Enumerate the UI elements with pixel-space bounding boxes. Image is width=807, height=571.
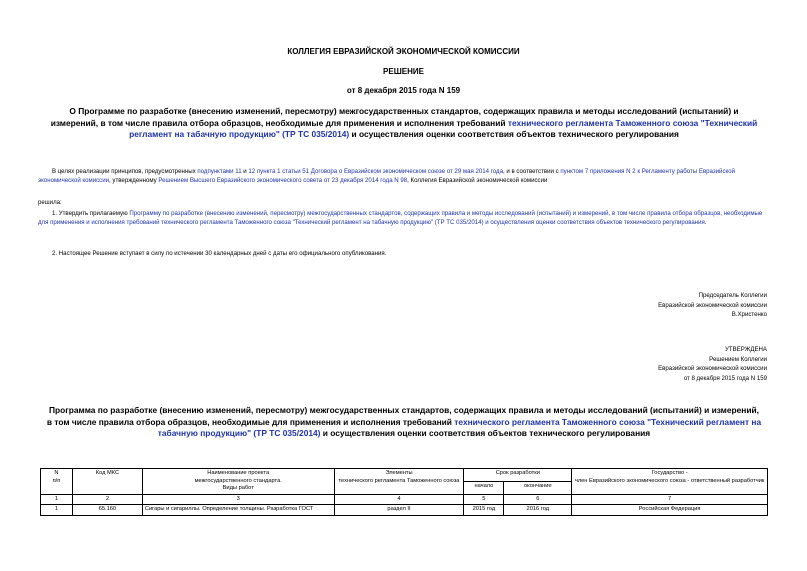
table-row bbox=[41, 505, 768, 516]
header-name-1: Наименование проекта bbox=[207, 470, 270, 476]
cell-elements: раздел II bbox=[334, 505, 464, 516]
item-1-text: 1. Утвердить прилагаемую bbox=[52, 210, 130, 217]
col-number: 3 bbox=[142, 494, 334, 505]
header-mks: Код МКС bbox=[72, 469, 142, 495]
program-regulation-link[interactable]: технического регламента Таможенного союза "Технический регламент на табачную продукцию" (ТР ТС 035/2014) bbox=[157, 416, 762, 439]
org-heading: КОЛЛЕГИЯ ЕВРАЗИЙСКОЙ ЭКОНОМИЧЕСКОЙ КОМИССИИ bbox=[287, 47, 520, 56]
doc-date: от 8 декабря 2015 года N 159 bbox=[346, 86, 461, 95]
col-number: 7 bbox=[572, 494, 768, 505]
header-start: начало bbox=[464, 481, 504, 494]
regulations-link[interactable]: пунктом 7 приложения N 2 к Регламенту работы Евразийской экономической комиссии bbox=[38, 168, 736, 185]
col-number: 4 bbox=[334, 494, 464, 505]
cell-n: 1 bbox=[41, 505, 73, 516]
program-title bbox=[46, 405, 762, 440]
col-number: 5 bbox=[464, 494, 504, 505]
header-name-2: межгосударственного стандарта. bbox=[194, 477, 282, 484]
signature-org: Евразийской экономической комиссии bbox=[658, 301, 767, 309]
preamble-text-1: В целях реализации принципов, предусмотренных bbox=[52, 168, 198, 175]
cell-end: 2016 год bbox=[504, 505, 572, 516]
approval-block bbox=[658, 345, 767, 383]
signature-block bbox=[658, 291, 767, 320]
header-state-2: член Евразийского экономического союза - ответственный разработчик bbox=[574, 477, 765, 484]
doc-type-heading: РЕШЕНИЕ bbox=[383, 67, 424, 76]
cell-start: 2015 год bbox=[464, 505, 504, 516]
decided-label: решила: bbox=[38, 199, 62, 206]
decision-title-tail: и осуществления оценки соответствия объектов технического регулирования bbox=[349, 129, 679, 140]
subpoint-11-link[interactable]: подпунктами 11 bbox=[197, 168, 242, 175]
treaty-link[interactable]: 12 пункта 1 статьи 51 Договора о Евразийском экономическом союзе от 29 мая 2014 года bbox=[248, 168, 504, 175]
header-n bbox=[41, 469, 73, 495]
cell-state: Российская Федерация bbox=[572, 505, 768, 516]
regulation-link[interactable]: технического регламента Таможенного союза "Технический регламент на табачную продукцию" (ТР ТС 035/2014) bbox=[129, 117, 758, 140]
approval-line-2: Решением Коллегии bbox=[709, 355, 767, 363]
item-1 bbox=[38, 209, 768, 227]
decision-title-text: О Программе по разработке (внесению изменений, пересмотру) межгосударственных стандартов, содержащих правила и методы исследований (испытаний) и измерений, в том числе правила отбора образцов, необходимые для применения и исполнения требований bbox=[50, 106, 739, 128]
decision-title bbox=[46, 106, 762, 141]
program-table bbox=[40, 468, 768, 516]
header-term: Срок разработки bbox=[464, 469, 572, 482]
program-title-tail: и осуществления оценки соответствия объектов технического регулирования bbox=[320, 428, 651, 439]
item-1-tail: . bbox=[704, 219, 707, 227]
table-number-row bbox=[41, 494, 768, 505]
header-name bbox=[142, 469, 334, 495]
approval-stamp: УТВЕРЖДЕНА bbox=[724, 346, 767, 353]
preamble-text-3: , и в соответствии с bbox=[503, 168, 561, 175]
header-end: окончание bbox=[504, 481, 572, 494]
approval-date: от 8 декабря 2015 года N 159 bbox=[683, 374, 767, 382]
cell-name: Сигары и сигариллы. Определение толщины. Разработка ГОСТ bbox=[142, 505, 334, 516]
preamble-text-2: и bbox=[241, 168, 249, 175]
approval-line-3: Евразийской экономической комиссии bbox=[658, 365, 767, 372]
preamble-paragraph bbox=[38, 167, 768, 185]
header-state bbox=[572, 469, 768, 495]
header-n-sub: п/п bbox=[52, 477, 61, 484]
header-elements-1: Элементы bbox=[385, 470, 413, 476]
program-title-text: Программа по разработке (внесению изменений, пересмотру) межгосударственных стандартов, содержащих правила и методы исследований (испытаний) и измерений, в том числе правила отбора образцов, необходимые для применения и исполнения требований bbox=[46, 405, 759, 427]
program-link[interactable]: Программу по разработке (внесению изменений, пересмотру) межгосударственных стандартов, содержащих правила и методы исследований (испытаний) и измерений, в том числе правила отбора образцов, необходимые для применения и исполнения требований технического регламента Таможенного союза "Технический регламент на табачную продукцию" (ТР ТС 035/2014) и осуществления оценки соответствия объектов технического регулирования bbox=[38, 210, 763, 227]
preamble-text-5: , Коллегия Евразийской экономической комиссии bbox=[407, 177, 548, 185]
item-2: 2. Настоящее Решение вступает в силу по истечении 30 календарных дней с даты его официального опубликования. bbox=[52, 250, 387, 257]
header-state-1: Государство - bbox=[651, 470, 688, 476]
signature-name: В.Христенко bbox=[731, 311, 767, 318]
header-elements bbox=[334, 469, 464, 495]
col-number: 2 bbox=[72, 494, 142, 505]
cell-mks: 65.160 bbox=[72, 505, 142, 516]
table-header-row bbox=[41, 469, 768, 482]
preamble-text-4: , утвержденному bbox=[109, 177, 159, 185]
council-decision-link[interactable]: Решением Высшего Евразийского экономического совета от 23 декабря 2014 года N 98 bbox=[158, 177, 408, 185]
header-name-3: Виды работ bbox=[222, 485, 254, 492]
header-n-label: N bbox=[54, 470, 59, 476]
col-number: 6 bbox=[504, 494, 572, 505]
signature-position: Председатель Коллегии bbox=[698, 292, 767, 299]
col-number: 1 bbox=[41, 494, 73, 505]
header-elements-2: технического регламента Таможенного союза bbox=[338, 477, 460, 484]
